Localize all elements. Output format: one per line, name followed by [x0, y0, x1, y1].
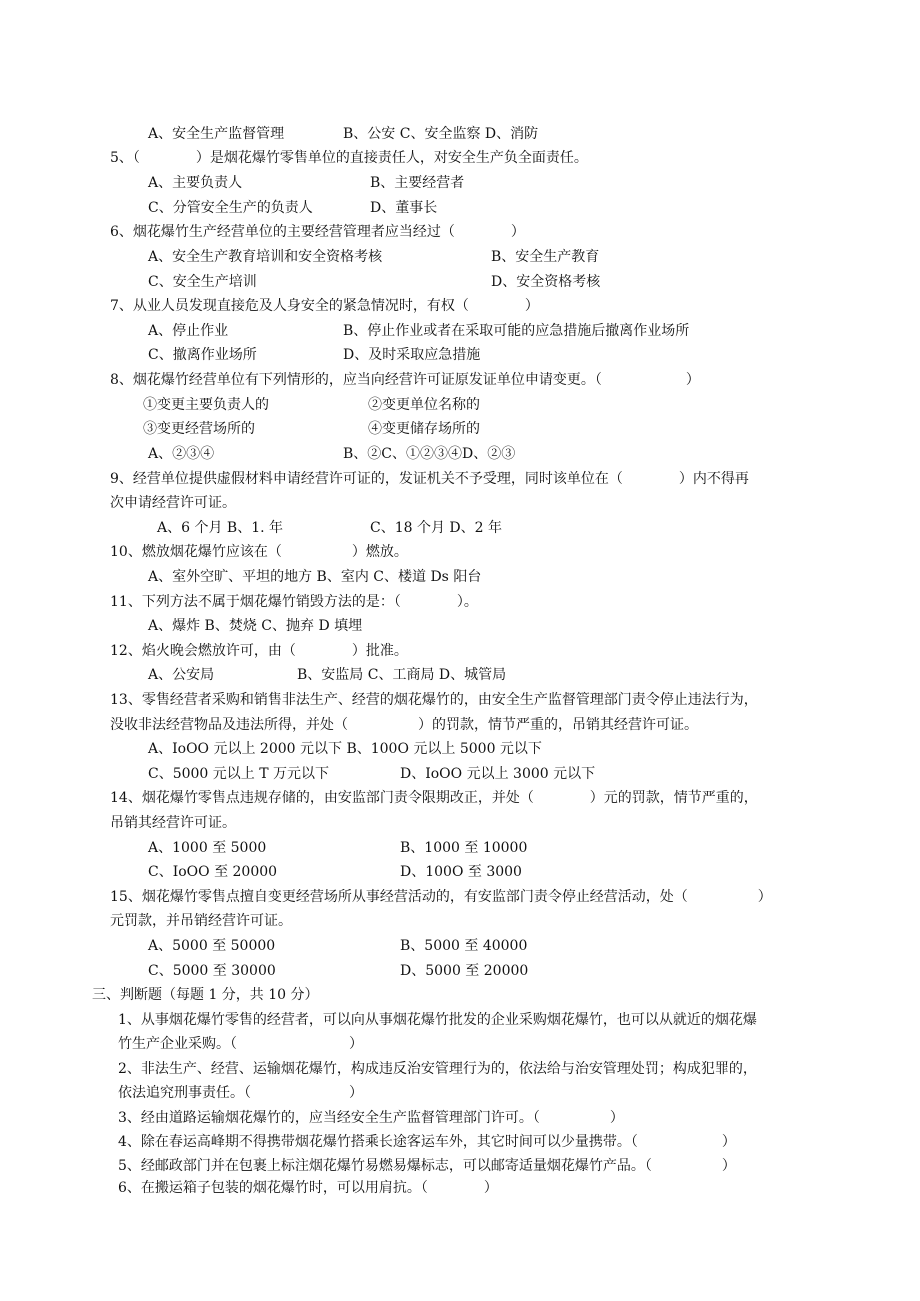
option-a: A、安全生产监督管理	[148, 126, 285, 142]
option-a-b: A、6 个月 B、1. 年	[157, 520, 284, 536]
section-heading: 三、判断题（每题 1 分，共 10 分）	[92, 987, 319, 1003]
option-c: C、5000 至 30000	[148, 963, 276, 979]
question-8: 8、烟花爆竹经营单位有下列情形的，应当向经营许可证原发证单位申请变更。（ ）	[110, 372, 700, 388]
judge-1: 1、从事烟花爆竹零售的经营者，可以向从事烟花爆竹批发的企业采购烟花爆竹，也可以从就近的烟花爆	[118, 1012, 757, 1028]
judge-1-continued: 竹生产企业采购。（ ）	[118, 1036, 363, 1052]
question-13-continued: 没收非法经营物品及违法所得，并处（ ）的罚款，情节严重的，吊销其经营许可证。	[110, 717, 698, 733]
question-10: 10、燃放烟花爆竹应该在（ ）燃放。	[110, 544, 408, 560]
item-4: ④变更储存场所的	[368, 421, 480, 437]
option-c-d: C、18 个月 D、2 年	[370, 520, 503, 536]
option-a: A、公安局	[148, 667, 215, 683]
option-b: B、停止作业或者在采取可能的应急措施后撤离作业场所	[343, 323, 690, 339]
option-b: B、1000 至 10000	[400, 840, 528, 856]
option-d: D、及时采取应急措施	[343, 347, 481, 363]
question-7: 7、从业人员发现直接危及人身安全的紧急情况时，有权（ ）	[110, 298, 539, 314]
judge-4: 4、除在春运高峰期不得携带烟花爆竹搭乘长途客运车外，其它时间可以少量携带。（ ）	[118, 1134, 736, 1150]
option-a-b: A、IoOO 元以上 2000 元以下 B、100O 元以上 5000 元以下	[148, 741, 542, 757]
option-d: D、安全资格考核	[491, 274, 601, 290]
item-3: ③变更经营场所的	[143, 421, 255, 437]
question-6: 6、烟花爆竹生产经营单位的主要经营管理者应当经过（ ）	[110, 224, 525, 240]
judge-6: 6、在搬运箱子包装的烟花爆竹时，可以用肩抗。（ ）	[118, 1180, 498, 1196]
question-14-continued: 吊销其经营许可证。	[110, 815, 236, 831]
option-a: A、5000 至 50000	[148, 938, 276, 954]
question-11: 11、下列方法不属于烟花爆竹销毁方法的是：（ ）。	[110, 594, 478, 610]
question-13: 13、零售经营者采购和销售非法生产、经营的烟花爆竹的，由安全生产监督管理部门责令停止违法行为，	[110, 692, 758, 708]
option-b: B、安全生产教育	[491, 249, 600, 265]
question-14: 14、烟花爆竹零售点违规存储的，由安监部门责令限期改正，并处（ ）元的罚款，情节严重的，	[110, 790, 758, 806]
question-5: 5、（ ）是烟花爆竹零售单位的直接责任人，对安全生产负全面责任。	[110, 150, 588, 166]
question-9: 9、经营单位提供虚假材料申请经营许可证的，发证机关不予受理，同时该单位在（ ）内不得再	[110, 471, 749, 487]
option-d: D、5000 至 20000	[400, 963, 529, 979]
judge-2: 2、非法生产、经营、运输烟花爆竹，构成违反治安管理行为的，依法给与治安管理处罚；构成犯罪的，	[118, 1061, 757, 1077]
option-d: D、IoOO 元以上 3000 元以下	[400, 766, 596, 782]
question-12: 12、焰火晚会燃放许可，由（ ）批准。	[110, 643, 408, 659]
options: A、爆炸 B、焚烧 C、抛弃 D 填埋	[148, 618, 363, 634]
option-c: C、5000 元以上 T 万元以下	[148, 766, 330, 782]
question-15: 15、烟花爆竹零售点擅自变更经营场所从事经营活动的，有安监部门责令停止经营活动，处（ ）	[110, 889, 772, 905]
option-c: C、分管安全生产的负责人	[148, 200, 313, 216]
option-a: A、主要负责人	[148, 175, 243, 191]
option-b-c-d: B、安监局 C、工商局 D、城管局	[297, 667, 507, 683]
option-b-c-d: B、②C、①②③④D、②③	[343, 446, 516, 462]
option-c: C、IoOO 至 20000	[148, 864, 278, 880]
option-c: C、撤离作业场所	[148, 347, 257, 363]
option-a: A、1000 至 5000	[148, 840, 267, 856]
item-2: ②变更单位名称的	[368, 397, 480, 413]
option-c: C、安全生产培训	[148, 274, 257, 290]
judge-2-continued: 依法追究刑事责任。（ ）	[118, 1085, 363, 1101]
option-b-c-d: B、公安 C、安全监察 D、消防	[343, 126, 539, 142]
option-d: D、100O 至 3000	[400, 864, 522, 880]
option-b: B、主要经营者	[370, 175, 465, 191]
item-1: ①变更主要负责人的	[143, 397, 269, 413]
question-9-continued: 次申请经营许可证。	[110, 495, 236, 511]
option-a: A、安全生产教育培训和安全资格考核	[148, 249, 383, 265]
option-d: D、董事长	[370, 200, 438, 216]
options: A、室外空旷、平坦的地方 B、室内 C、楼道 Ds 阳台	[148, 569, 482, 585]
option-a: A、停止作业	[148, 323, 229, 339]
question-15-continued: 元罚款，并吊销经营许可证。	[110, 913, 292, 929]
judge-3: 3、经由道路运输烟花爆竹的，应当经安全生产监督管理部门许可。（ ）	[118, 1110, 624, 1126]
option-a: A、②③④	[148, 446, 215, 462]
option-b: B、5000 至 40000	[400, 938, 528, 954]
judge-5: 5、经邮政部门并在包裹上标注烟花爆竹易燃易爆标志，可以邮寄适量烟花爆竹产品。（ ）	[118, 1158, 736, 1174]
